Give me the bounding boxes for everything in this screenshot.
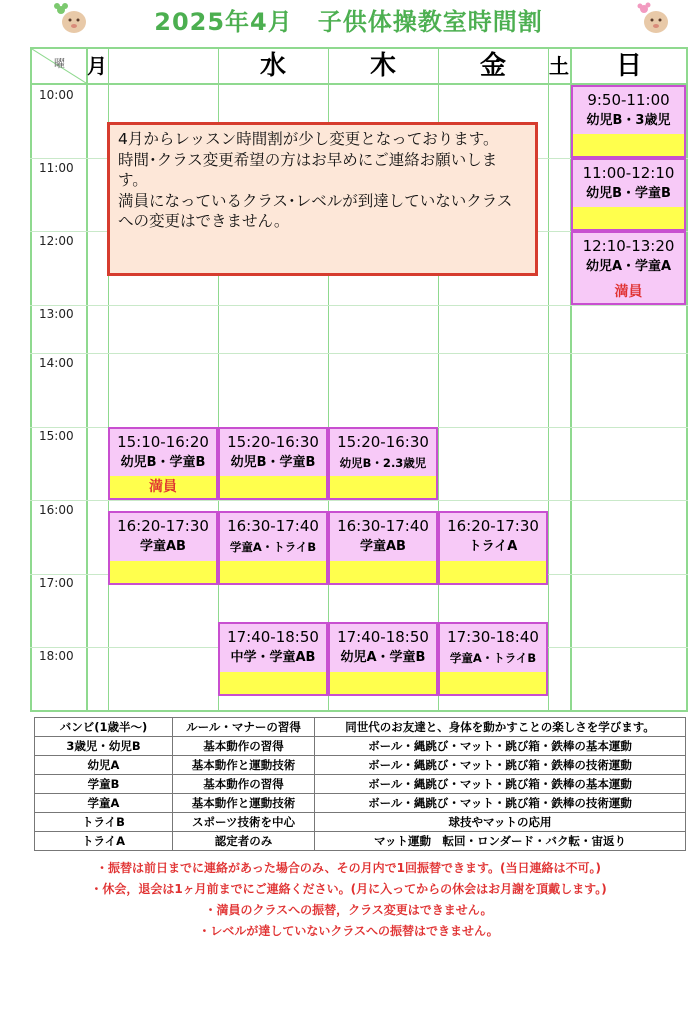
class-time: 17:30-18:40 — [447, 628, 539, 646]
class-band — [220, 476, 326, 498]
grid-row-line — [30, 305, 688, 306]
level-focus: 基本動作と運動技術 — [173, 794, 315, 813]
class-group: 学童AB — [360, 539, 406, 554]
class-band — [330, 561, 436, 583]
day-header-sat: 土 — [549, 54, 569, 78]
class-band — [330, 672, 436, 694]
table-row — [35, 737, 686, 756]
time-label: 14:00 — [39, 356, 74, 370]
class-block-mon-1[interactable] — [108, 427, 218, 500]
day-header-tue — [108, 49, 218, 83]
full-badge: 満員 — [149, 479, 177, 495]
table-row — [35, 775, 686, 794]
schedule-change-notice — [107, 122, 538, 276]
class-block-fri-2[interactable] — [438, 511, 548, 585]
class-band — [330, 476, 436, 498]
class-group: 幼児B・2.3歳児 — [339, 456, 427, 470]
time-label: 13:00 — [39, 307, 74, 321]
class-block-thu-1[interactable] — [328, 427, 438, 500]
level-name: 幼児A — [35, 756, 173, 775]
weekday-corner-label: 曜 — [54, 57, 65, 70]
policy-note: ・満員のクラスへの振替，クラス変更はできません。 — [204, 903, 493, 917]
class-block-mon-2[interactable] — [108, 511, 218, 585]
day-header-wed: 水 — [259, 51, 286, 81]
class-group: 幼児B・学童B — [586, 186, 671, 201]
class-band — [573, 207, 684, 229]
level-focus: スポーツ技術を中心 — [173, 813, 315, 832]
class-time: 11:00-12:10 — [582, 164, 675, 182]
day-header-thu: 木 — [369, 51, 396, 81]
class-group: 幼児B・学童B — [120, 455, 206, 470]
class-band — [440, 672, 546, 694]
grid-row-line — [30, 500, 688, 501]
class-group: 学童A・トライB — [449, 651, 537, 665]
class-time: 16:20-17:30 — [117, 517, 209, 535]
level-focus: 基本動作の習得 — [173, 737, 315, 756]
class-block-fri-3[interactable] — [438, 622, 548, 696]
level-name: 3歳児・幼児B — [35, 737, 173, 756]
grid-divider — [548, 47, 549, 712]
weekday-corner-cell — [32, 49, 84, 83]
level-description: ボール・縄跳び・マット・跳び箱・鉄棒の基本運動 — [315, 775, 686, 794]
class-band — [440, 561, 546, 583]
policy-note: ・振替は前日までに連絡があった場合のみ、その月内で1回振替できます。(当日連絡は不可。) — [96, 861, 601, 875]
class-block-wed-2[interactable] — [218, 511, 328, 585]
class-block-sun-1[interactable] — [571, 85, 686, 158]
class-time: 15:10-16:20 — [117, 433, 209, 451]
page-title: 2025年4月 子供体操教室時間割 — [154, 8, 543, 36]
class-block-wed-1[interactable] — [218, 427, 328, 500]
notice-line: 時間･クラス変更希望の方はお早めにご連絡お願いします。 — [118, 150, 498, 189]
level-focus: 認定者のみ — [173, 832, 315, 851]
level-name: トライB — [35, 813, 173, 832]
class-block-sun-2[interactable] — [571, 158, 686, 231]
level-name: 学童B — [35, 775, 173, 794]
class-band — [110, 561, 216, 583]
policy-note: ・休会，退会は1ヶ月前までにご連絡ください。(月に入ってからの休会はお月謝を頂戴します。) — [90, 882, 607, 896]
class-block-wed-3[interactable] — [218, 622, 328, 696]
class-block-thu-3[interactable] — [328, 622, 438, 696]
class-group: 学童AB — [140, 539, 186, 554]
table-row — [35, 794, 686, 813]
class-block-sun-3[interactable] — [571, 231, 686, 305]
class-group: 幼児A・学童B — [340, 650, 426, 665]
day-header-fri: 金 — [479, 51, 506, 81]
time-label: 16:00 — [39, 503, 74, 517]
level-description: 球技やマットの応用 — [315, 813, 686, 832]
time-label: 12:00 — [39, 234, 74, 248]
level-table — [34, 717, 686, 851]
level-name: トライA — [35, 832, 173, 851]
class-time: 15:20-16:30 — [337, 433, 429, 451]
class-time: 9:50-11:00 — [587, 91, 670, 109]
level-description: 同世代のお友達と、身体を動かすことの楽しさを学びます。 — [315, 718, 686, 737]
level-description: ボール・縄跳び・マット・跳び箱・鉄棒の基本運動 — [315, 737, 686, 756]
time-label: 18:00 — [39, 649, 74, 663]
class-group: 幼児B・3歳児 — [586, 113, 671, 128]
policy-note: ・レベルが達していないクラスへの振替はできません。 — [198, 924, 499, 938]
table-row — [35, 718, 686, 737]
level-description: ボール・縄跳び・マット・跳び箱・鉄棒の技術運動 — [315, 794, 686, 813]
level-description: マット運動 転回・ロンダード・バク転・宙返り — [315, 832, 686, 851]
class-group: 幼児B・学童B — [230, 455, 316, 470]
level-name: 学童A — [35, 794, 173, 813]
day-header-mon: 月 — [87, 54, 107, 78]
grid-divider — [86, 47, 88, 712]
class-group: 中学・学童AB — [230, 650, 316, 665]
class-band — [220, 561, 326, 583]
time-label: 15:00 — [39, 429, 74, 443]
class-band — [573, 134, 684, 156]
level-focus: ルール・マナーの習得 — [173, 718, 315, 737]
table-row — [35, 832, 686, 851]
class-group: 幼児A・学童A — [585, 259, 672, 274]
class-group: トライA — [468, 539, 518, 554]
time-label: 11:00 — [39, 161, 74, 175]
class-block-thu-2[interactable] — [328, 511, 438, 585]
time-label: 10:00 — [39, 88, 74, 102]
class-band — [220, 672, 326, 694]
class-group: 学童A・トライB — [229, 540, 317, 554]
class-time: 12:10-13:20 — [582, 237, 675, 255]
class-time: 16:30-17:40 — [337, 517, 429, 535]
time-label: 17:00 — [39, 576, 74, 590]
level-focus: 基本動作の習得 — [173, 775, 315, 794]
notice-line: 4月からレッスン時間割が少し変更となっております。 — [118, 130, 499, 148]
level-focus: 基本動作と運動技術 — [173, 756, 315, 775]
full-badge: 満員 — [614, 284, 643, 300]
table-row — [35, 756, 686, 775]
mascot-icon — [634, 2, 670, 36]
class-time: 17:40-18:50 — [227, 628, 319, 646]
table-row — [35, 813, 686, 832]
level-name: バンビ(1歳半〜) — [35, 718, 173, 737]
level-description: ボール・縄跳び・マット・跳び箱・鉄棒の技術運動 — [315, 756, 686, 775]
day-header-sun: 日 — [615, 51, 642, 81]
grid-row-line — [30, 353, 688, 354]
notice-line: 満員になっているクラス･レベルが到達していないクラスへの変更はできません。 — [118, 191, 513, 230]
class-time: 16:30-17:40 — [227, 517, 319, 535]
class-time: 15:20-16:30 — [227, 433, 319, 451]
class-time: 17:40-18:50 — [337, 628, 429, 646]
policy-notes — [0, 858, 697, 942]
class-time: 16:20-17:30 — [447, 517, 539, 535]
